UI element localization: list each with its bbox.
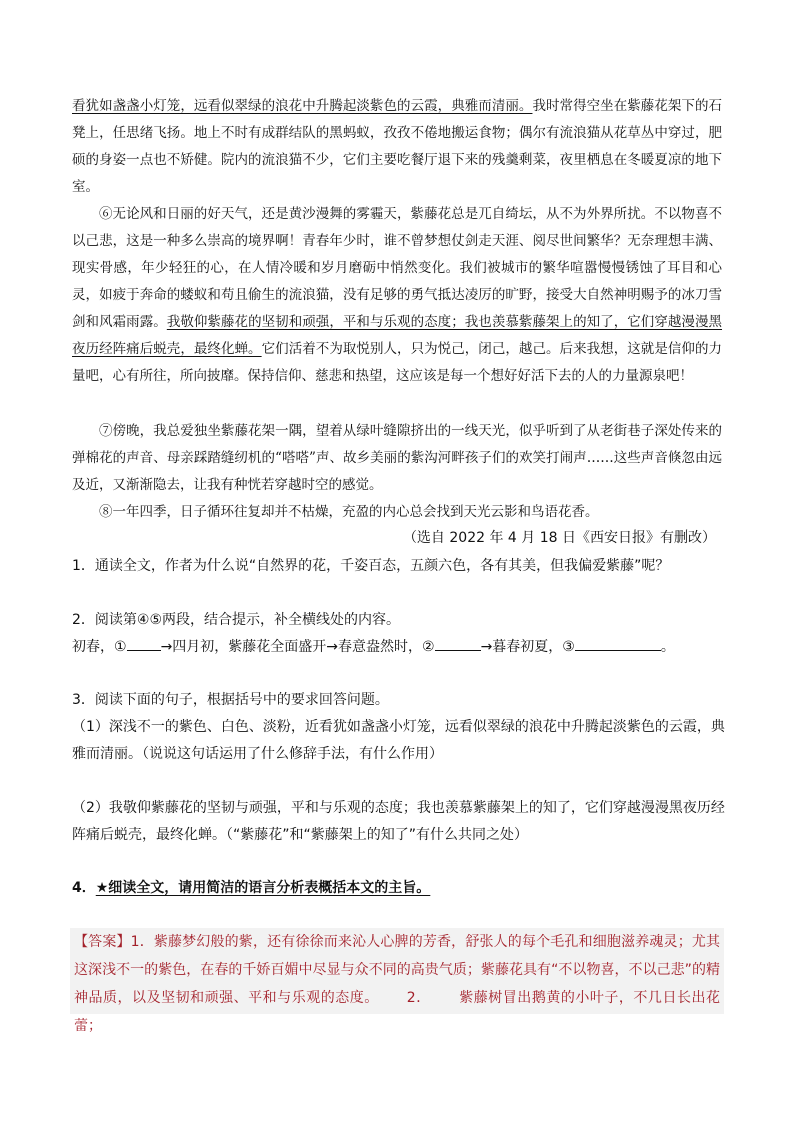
passage-paragraph-8: [72, 499, 722, 526]
underlined-sentence: 我敬仰紫藤花的坚韧和顽强，平和与乐观的态度；我也羡慕紫藤架上的知了，它们穿越漫漫黑夜历经阵痛后蜕壳，最终化蝉。: [72, 314, 723, 357]
question-3-part-2: （2）我敬仰紫藤花的坚韧与顽强，平和与乐观的态度；我也羡慕紫藤架上的知了，它们穿越漫漫黑夜历经阵痛后蜕壳，最终化蝉。（“紫藤花”和“紫藤架上的知了”有什么共同之处）: [72, 800, 725, 843]
question-2-end: 。: [660, 639, 675, 655]
question-1: 1．通读全文，作者为什么说“自然界的花，千姿百态，五颜六色，各有其美，但我偏爱紫藤”呢？: [72, 558, 670, 574]
question-2-prompt-c: →暮春初夏，③: [480, 639, 575, 655]
answer-blank-3[interactable]: [575, 634, 661, 651]
question-4-text: ★细读全文，请用简洁的语言分析表概括本文的主旨。: [95, 880, 431, 896]
answer-blank-1[interactable]: [127, 634, 161, 651]
answer-tag: 【答案】: [74, 934, 131, 950]
question-3-title: 3．阅读下面的句子，根据括号中的要求回答问题。: [72, 692, 389, 708]
answer-2: 紫藤树冒出鹅黄的小叶子，不几日长出花蕾；: [74, 990, 720, 1034]
answer-blank-2[interactable]: [435, 634, 481, 651]
passage-source: （选自 2022 年 4 月 18 日《西安日报》有删改）: [402, 530, 716, 546]
passage-paragraph-7: [72, 418, 722, 499]
question-3-part-1: （1）深浅不一的紫色、白色、淡粉，近看犹如盏盏小灯笼，远看似翠绿的浪花中升腾起淡紫色的云霞，典雅而清丽。（说说这句话运用了什么修辞手法，有什么作用）: [72, 719, 725, 762]
question-4: [72, 875, 732, 902]
question-2-prompt-b: →四月初，紫藤花全面盛开→春意盎然时，②: [160, 639, 435, 655]
answer-2-number: 2．: [406, 990, 431, 1006]
underlined-sentence: 看犹如盏盏小灯笼，远看似翠绿的浪花中升腾起淡紫色的云霞，典雅而清丽。: [72, 98, 533, 114]
paragraph-text: 它们活着不为取悦别人，只为悦己，闭己，越己。后来我想，这就是信仰的力量吧，心有所往，所向披靡。保持信仰、慈悲和热望，这应该是每一个想好好活下去的人的力量源泉吧！: [72, 341, 723, 384]
question-4-number: 4．: [72, 880, 96, 896]
paragraph-text: ⑦傍晚，我总爱独坐紫藤花架一隅，望着从绿叶缝隙挤出的一线天光，似乎听到了从老街巷子深处传来的弹棉花的声音、母亲踩踏缝纫机的“嗒嗒”声、故乡美丽的紫沟河畔孩子们的欢笑打闹声……这些声音倏忽由远及近，又渐渐隐去，让我有种恍若穿越时空的感觉。: [72, 423, 722, 493]
paragraph-text: 我时常得空坐在紫藤花架下的石凳上，任思绪飞扬。地上不时有成群结队的黑蚂蚁，孜孜不倦地搬运食物；偶尔有流浪猫从花草丛中穿过，肥硕的身姿一点也不矫健。院内的流浪猫不少，它们主要吃餐厅退下来的残羹剩菜，夜里栖息在冬暖夏凉的地下室。: [72, 98, 723, 195]
question-2-blanks: [72, 634, 732, 661]
question-2-prompt-a: 初春，①: [72, 639, 127, 655]
paragraph-text: ⑥无论风和日丽的好天气，还是黄沙漫舞的雾霾天，紫藤花总是兀自绮坛，从不为外界所扰。不以物喜不以己悲，这是一种多么崇高的境界啊！青春年少时，谁不曾梦想仗剑走天涯、阅尽世间繁华？无奈理想丰满、现实骨感，年少轻狂的心，在人情冷暖和岁月磨砺中悄然变化。我们被城市的繁华喧嚣慢慢锈蚀了耳目和心灵，如疲于奔命的蝼蚁和苟且偷生的流浪猫，没有足够的勇气抵达凌厉的旷野，接受大自然神明赐予的冰刀雪剑和风霜雨露。: [72, 206, 722, 330]
paragraph-text: ⑧一年四季，日子循环往复却并不枯燥，充盈的内心总会找到天光云影和鸟语花香。: [99, 504, 599, 520]
passage-paragraph-5-end: [72, 93, 722, 201]
answer-1: 1．紫藤梦幻般的紫，还有徐徐而来沁人心脾的芳香，舒张人的每个毛孔和细胞滋养魂灵；尤其这深浅不一的紫色，在春的千娇百媚中尽显与众不同的高贵气质；紫藤花具有“不以物喜，不以己悲”的精神品质，以及坚韧和顽强、平和与乐观的态度。: [74, 934, 721, 1006]
question-2-title: 2．阅读第④⑤两段，结合提示，补全横线处的内容。: [72, 612, 401, 628]
passage-paragraph-6: [72, 201, 722, 390]
answer-box: [70, 928, 724, 1034]
